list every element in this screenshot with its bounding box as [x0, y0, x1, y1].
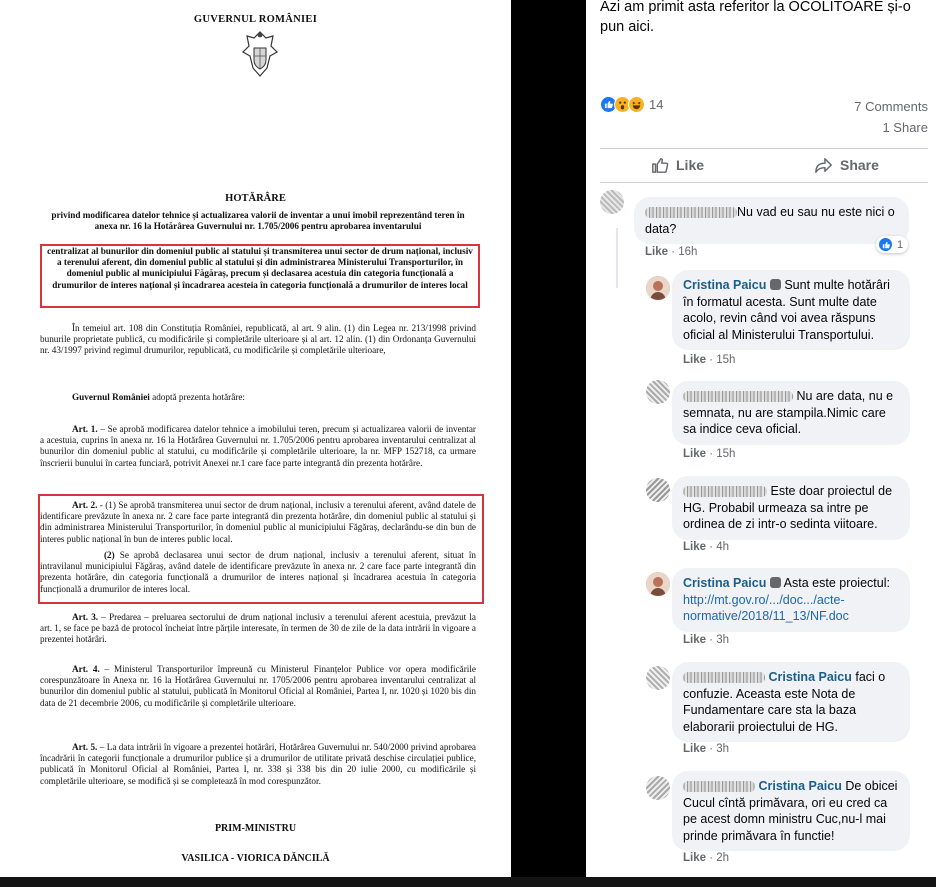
comment-bubble — [672, 662, 910, 742]
comment-meta: Like · 3h — [683, 743, 730, 755]
comment-text: De obicei Cucul cîntă primăvara, ori eu cred ca pe acest domn ministru Cuc,nu-l mai prinde primăvara în functie! — [683, 779, 898, 843]
comment-like-link[interactable]: Like — [683, 743, 707, 755]
comment-like-link[interactable]: Like — [683, 354, 707, 366]
like-icon — [878, 237, 893, 252]
comment-time[interactable]: 4h — [716, 541, 730, 553]
comments-count-link[interactable]: 7 Comments — [854, 99, 928, 114]
article-5-text: – La data intrării în vigoare a prezentei hotărâri, Hotărârea Guvernului nr. 540/2000 privind aprobarea încadrării în categorii funcționale a drumurilor publice și a drumurilor de utilitate privată deschise circulației publice, publicată în Monitorul Oficial al României, Partea I, nr. 338 și 338 bis din 20 iulie 2000, cu modificările și completările ulterioare, se modifică și se completează în mod corespunzător. — [40, 742, 476, 786]
coat-of-arms-icon — [237, 28, 283, 80]
comment-author[interactable]: Cristina Paicu — [683, 576, 767, 590]
comment-bubble — [672, 771, 910, 851]
post-reactions[interactable] — [600, 96, 663, 113]
comment-text: Sunt multe hotărâri în formatul acesta. Sunt multe date acolo, revin când voi avea răspuns oficial al Ministerului Transportului. — [683, 278, 890, 342]
article-2-label: Art. 2. — [72, 500, 98, 510]
comment-text: Nu vad eu sau nu este nici o data? — [645, 205, 895, 236]
thread-connector — [616, 228, 618, 288]
author-badge-icon — [770, 279, 781, 290]
document-legal-basis: În temeiul art. 108 din Constituția României, republicată, al art. 9 alin. (1) din Legea nr. 213/1998 privind bunurile proprietate publică, cu modificările și completările ulterioare și al art. 12 alin. (1) din Ordonanța Guvernului nr. 43/1997 privind regimul drumurilor, republicată, cu modificările și completările ulterioare, — [40, 323, 476, 356]
document-header: GUVERNUL ROMÂNIEI — [193, 14, 318, 25]
divider-top — [600, 148, 928, 149]
avatar[interactable] — [646, 572, 670, 596]
comment-mention[interactable]: Cristina Paicu — [758, 779, 842, 793]
article-2-paragraph-1: - (1) Se aprobă transmiterea unui sector de drum național, inclusiv a terenului aferent, având datele de identificare prevăzute în anexa nr. 2 care face parte integrantă din prezenta hotărâre, din domeniul public al statului și din administrarea Ministerului Transporturilor, în domeniul public al municipiului Făgăraș, declarându-se din bun de interes public național în bun de interes public local. — [40, 500, 477, 544]
avatar-pixelated — [646, 478, 670, 502]
comment-bubble — [634, 197, 909, 244]
article-2-paragraph-2-block — [40, 550, 476, 595]
comment-meta: Like · 4h — [683, 541, 730, 553]
author-badge-icon — [770, 577, 781, 588]
comment-author[interactable]: Cristina Paicu — [683, 278, 767, 292]
comment-bubble — [672, 270, 910, 350]
avatar-pixelated — [646, 666, 670, 690]
redacted-name — [683, 672, 765, 683]
profile-photo-icon — [646, 572, 670, 596]
separator — [511, 0, 586, 887]
comment-time[interactable]: 16h — [678, 246, 698, 258]
comment-bubble — [672, 381, 910, 445]
comment-like-link[interactable]: Like — [645, 246, 669, 258]
thumb-up-icon — [651, 156, 669, 174]
redacted-name — [683, 781, 755, 792]
avatar-pixelated — [646, 776, 670, 800]
haha-icon — [628, 96, 645, 113]
comment-text: faci o confuzie. Aceasta este Nota de Fundamentare care sta la baza elaborarii proiectului de HG. — [683, 670, 886, 734]
shares-count-link[interactable]: 1 Share — [882, 120, 928, 135]
avatar-pixelated — [646, 380, 670, 404]
avatar[interactable] — [646, 478, 670, 502]
avatar-pixelated — [600, 190, 624, 214]
comment-text: Este doar proiectul de HG. Probabil urmeaza sa intre pe ordinea de zi intr-o sedinta viitoare. — [683, 484, 893, 531]
article-2-paragraph-2-label: (2) — [104, 550, 115, 560]
signatory-name: VASILICA - VIORICA DĂNCILĂ — [181, 853, 330, 864]
share-button-label: Share — [840, 157, 879, 173]
comment-like-link[interactable]: Like — [683, 852, 707, 864]
comment-meta: Like · 15h — [683, 354, 736, 366]
article-1 — [40, 424, 476, 469]
comment-text: Asta este proiectul: — [783, 576, 890, 590]
share-arrow-icon — [815, 156, 833, 174]
comment-like-link[interactable]: Like — [683, 448, 707, 460]
article-1-text: – Se aprobă modificarea datelor tehnice a imobilului teren, precum și actualizarea valorii de inventar a acestuia, cuprins în anexa nr. 16 la Hotărârea Guvernului nr. 1.705/2006 pentru aprobarea inventarului centralizat al bunurilor din domeniul public al statului, cu modificările și completările ulterioare, la nr. MFP 152718, ca urmare înscrierii bunului în cartea funciară, potrivit Anexei nr.1 care face parte integrantă din prezenta hotărâre. — [40, 424, 476, 468]
comment-meta: Like · 3h — [683, 634, 730, 646]
article-3-text: – Predarea – preluarea sectorului de drum național inclusiv a terenului aferent acestuia, prevăzut la art. 1, se face pe bază de protocol încheiat între părțile interesate, în termen de 30 de zile de la data intrării în vigoare a prezentei hotărâri. — [40, 612, 476, 645]
avatar[interactable] — [600, 190, 624, 214]
adoption-text: adoptă prezenta hotărâre: — [149, 392, 245, 402]
article-2-paragraph-2: Se aprobă declasarea unui sector de drum național, inclusiv a terenului aferent, situat în intravilanul municipiului Făgăraș, având datele de identificare prevăzute în anexa nr. 2 care face parte integrantă din prezenta hotărâre, din categoria funcțională a drumurilor de interes național și încadrarea acestuia în categoria funcțională a drumurilor de interes local. — [40, 550, 476, 594]
article-2 — [40, 500, 476, 545]
article-4-label: Art. 4. — [72, 664, 100, 674]
comment-meta: Like · 16h — [645, 246, 698, 258]
adoption-bold: Guvernul României — [72, 392, 150, 402]
comment-like-link[interactable]: Like — [683, 634, 707, 646]
redacted-name — [683, 486, 767, 497]
article-1-label: Art. 1. — [72, 424, 98, 434]
comment-meta: Like · 15h — [683, 448, 736, 460]
comment-time[interactable]: 3h — [716, 743, 730, 755]
comment-link[interactable]: http://mt.gov.ro/.../doc.../acte-normative/2018/11_13/NF.doc — [683, 592, 849, 623]
document-subtitle-boxed: centralizat al bunurilor din domeniul public al statului și transmiterea unui sector de drum național, inclusiv a terenului aferent, din domeniul public al statului și din administrarea Ministerului Transporturilor, în domeniul public al municipiului Făgăraș, precum și declasarea acestuia din categoria funcțională a drumurilor de interes național și încadrarea acesteia în categoria funcțională a drumurilor de interes local — [47, 246, 473, 290]
document-title: HOTĂRÂRE — [225, 193, 286, 204]
avatar[interactable] — [646, 276, 670, 300]
comment-text: Nu are data, nu e semnata, nu are stampila.Nimic care sa indice ceva oficial. — [683, 389, 894, 436]
comment-meta: Like · 2h — [683, 852, 730, 864]
signatory-title: PRIM-MINISTRU — [214, 823, 297, 834]
profile-photo-icon — [646, 276, 670, 300]
comment-time[interactable]: 3h — [716, 634, 730, 646]
comment-mention[interactable]: Cristina Paicu — [768, 670, 852, 684]
comment-reaction-count: 1 — [897, 238, 904, 251]
comment-bubble — [672, 476, 910, 540]
article-5 — [40, 742, 476, 787]
post-stats — [854, 96, 928, 138]
comment-time[interactable]: 2h — [716, 852, 730, 864]
like-button-label: Like — [676, 157, 705, 173]
reaction-count: 14 — [649, 97, 664, 112]
post-text: Azi am primit asta referitor la OCOLITOARE și-o pun aici. — [600, 0, 911, 35]
article-4-text: – Ministerul Transporturilor împreună cu Ministerul Finanțelor Publice vor opera modificările corespunzătoare în Anexa nr. 16 la Hotărârea Guvernului nr. 1705/2006 pentru aprobarea inventarului centralizat al bunurilor din domeniul public al statului, publicată în Monitorul Oficial al României, Partea I, nr. 1020 și 1020 bis din data de 21 decembrie 2006, cu modificările și completările ulterioare. — [40, 664, 476, 708]
article-5-label: Art. 5. — [72, 742, 98, 752]
like-button[interactable] — [651, 156, 704, 174]
comment-time[interactable]: 15h — [716, 448, 736, 460]
comment-reaction-badge[interactable] — [876, 236, 908, 253]
redacted-name — [683, 391, 793, 402]
share-button[interactable] — [815, 156, 879, 174]
comment-bubble — [672, 568, 910, 632]
avatar[interactable] — [646, 380, 670, 404]
document-subtitle-lead: privind modificarea datelor tehnice și actualizarea valorii de inventar a unui imobil reprezentând teren în anexa nr. 16 la Hotărârea Guvernului nr. 1.705/2006 pentru aprobarea inventarului — [51, 210, 465, 232]
bottom-strip — [0, 877, 936, 887]
article-4 — [40, 664, 476, 709]
facebook-post-panel — [586, 0, 936, 877]
redacted-name — [645, 207, 737, 218]
article-3-label: Art. 3. — [72, 612, 99, 622]
comment-time[interactable]: 15h — [716, 354, 736, 366]
divider-bottom — [600, 182, 928, 183]
article-3 — [40, 612, 476, 646]
avatar[interactable] — [646, 776, 670, 800]
comment-like-link[interactable]: Like — [683, 541, 707, 553]
document-adoption — [40, 392, 476, 403]
avatar[interactable] — [646, 666, 670, 690]
